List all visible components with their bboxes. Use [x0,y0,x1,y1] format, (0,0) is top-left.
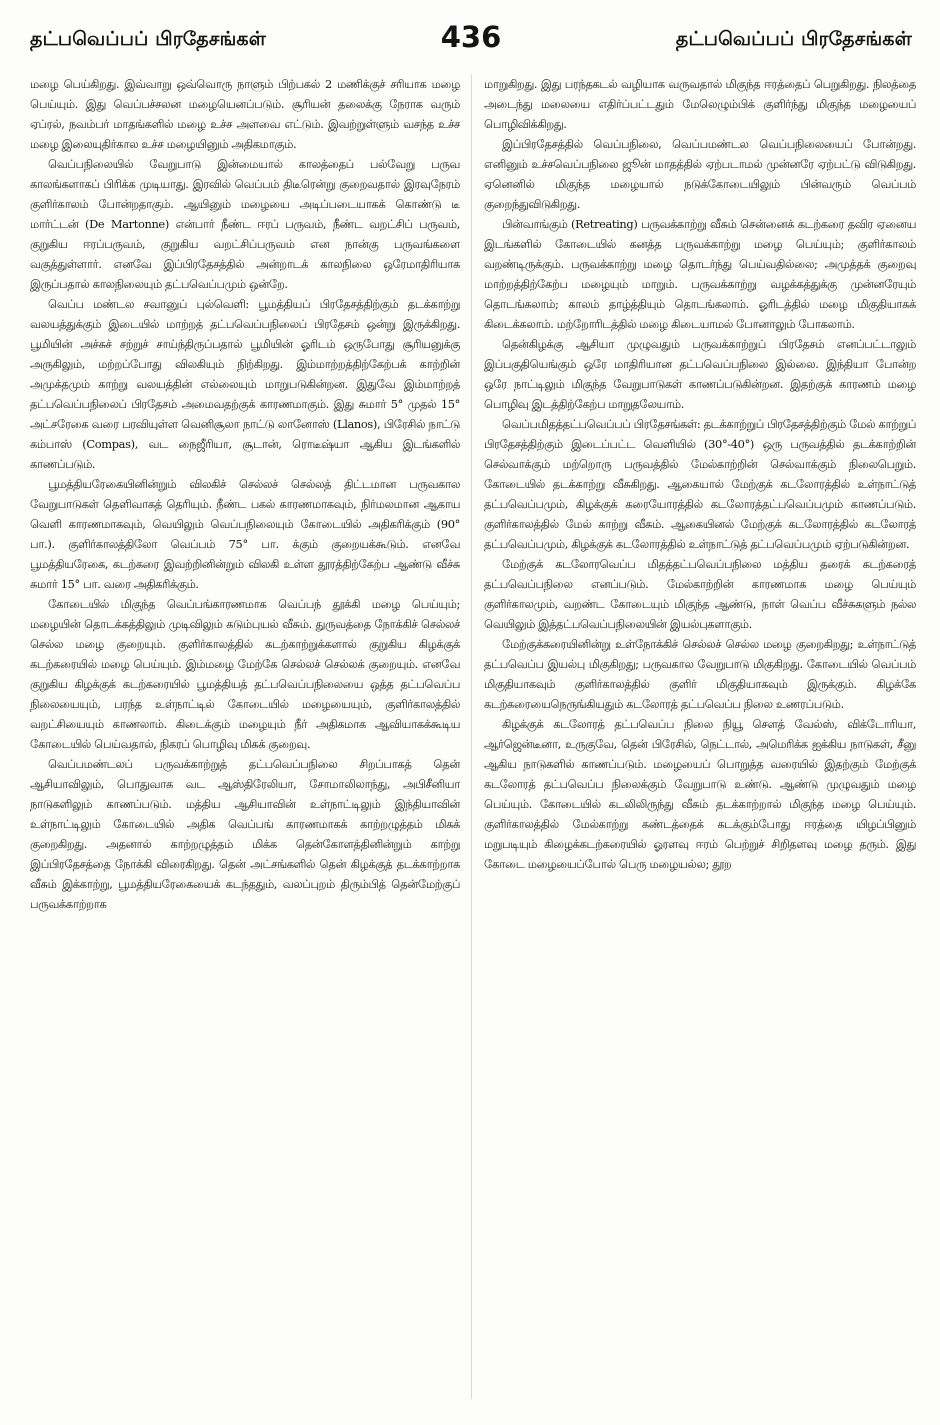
paragraph: பின்வாங்கும் (Retreating) பருவக்காற்று வீசும் சென்னைக் கடற்கரை தவிர ஏனைய இடங்களில் கோடையில் கனத்த பருவக்காற்று மழை பெய்யும்; குளிர்காலம் வறண்டிருக்கும். பருவக்காற்று மழை தொடர்ந்து பெய்வதில்லை; அமுத்தக் குறைவு மாற்றத்திற்கேற்ப மழையும் மாறும். பருவக்காற்று வழக்கத்துக்கு முன்னரேயும் தொடங்கலாம்; காலம் தாழ்த்தியும் தொடங்கலாம். ஓரிடத்தில் மழை மிகுதியாகக் கிடைக்கலாம். மற்றோரிடத்தில் மழை கிடையாமல் போனாலும் போகலாம். [484,217,916,331]
paragraph: மாறுகிறது. இது பரந்தகடல் வழியாக வருவதால் மிகுந்த ஈரத்தைப் பெறுகிறது. நிலத்தை அடைந்து மலையை எதிர்ப்பட்டதும் மேலெழும்பிக் குளிர்ந்து மிகுந்த மழையைப் பொழிவிக்கிறது. [484,77,916,131]
paragraph: இப்பிரதேசத்தில் வெப்பநிலை, வெப்பமண்டல வெப்பநிலையைப் போன்றது. எனினும் உச்சவெப்பநிலை ஜூன் மாதத்தில் ஏற்படாமல் முன்னரே ஏற்பட்டு விடுகிறது. ஏனெனில் மிகுந்த மழையால் நடுக்கோடையிலும் பின்வரும் வெப்பம் குறைந்துவிடுகிறது. [484,137,916,211]
paragraph: மேற்குக் கடலோரவெப்ப மிதத்தட்பவெப்பநிலை மத்திய தரைக் கடற்கரைத் தட்பவெப்பநிலை எனப்படும். மேல்காற்றின் காரணமாக மழை பெய்யும் குளிர்காலமும், வறண்ட கோடையும் மிகுந்த ஆண்டு, நாள் வெப்ப வீச்சுகளும் நல்ல வெயிலும் இத்தட்பவெப்பநிலையின் இயல்புகளாகும். [484,557,916,631]
running-head [30,20,912,60]
paragraph: வெப்பநிலையில் வேறுபாடு இன்மையால் காலத்தைப் பல்வேறு பருவ காலங்களாகப் பிரிக்க முடியாது. இரவில் வெப்பம் திடீரென்று குறைவதால் இரவுநேரம் குளிர்காலம் போன்றதாகும். ஆயினும் மழையை அடிப்படையாகக் கொண்டு டீ மார்ட்டன் (De Martonne) என்பார் நீண்ட ஈரப் பருவம், நீண்ட வறட்சிப் பருவம், குறுகிய ஈரப்பருவம், குறுகிய வறட்சிப்பருவம் என நான்கு பருவங்களை வகுத்துள்ளார். எனவே இப்பிரதேசத்தில் அன்றாடக் காலநிலை ஒரேமாதிரியாக இருப்பதால் காலநிலையும் தட்பவெப்பமும் ஒன்றே. [30,157,460,291]
paragraph: பூமத்தியரேகையினின்றும் விலகிச் செல்லச் செல்லத் திட்டமான பருவகால வேறுபாடுகள் தெளிவாகத் தெரியும். நீண்ட பகல் காரணமாகவும், நிர்மலமான ஆகாய வெளி காரணமாகவும், வெயிலும் வெப்பநிலையும் கோடையில் அதிகரிக்கும் (90° பா.). குளிர்காலத்திலோ வெப்பம் 75° பா. க்கும் குறையக்கூடும். எனவே பூமத்தியரேகை, கடற்கரை இவற்றினின்றும் விலகி உள்ள தூரத்திற்கேற்ப ஆண்டு வீச்சு சுமார் 15° பா. வரை அதிகரிக்கும். [30,477,460,591]
header-title-left: தட்பவெப்பப் பிரதேசங்கள் [30,28,267,50]
right-column [484,74,916,1399]
left-column [30,74,460,1399]
paragraph: கோடையில் மிகுந்த வெப்பங்காரணமாக வெப்பந் தூக்கி மழை பெய்யும்; மழையின் தொடக்கத்திலும் முடிவிலும் கடும்புயல் வீசும். துருவத்தை நோக்கிச் செல்லச் செல்ல மழை குறையும். குளிர்காலத்தில் கடற்காற்றுக்களால் குறுகிய கிழக்குக் கடற்கரையில் மழை பெய்யும். இம்மழை மேற்கே செல்லச் செல்லக் குறையும். எனவே குறுகிய கிழக்குக் கடற்கரையில் பூமத்தியத் தட்பவெப்பநிலையை ஒத்த தட்பவெப்ப நிலையையும், பரந்த உள்நாட்டில் கோடையில் மழையையும், குளிர்காலத்தில் வறட்சியையும் காணலாம். கிடைக்கும் மழையும் நீர் அதிகமாக ஆவியாகக்கூடிய கோடையில் பெய்வதால், நிகரப் பொழிவு மிகக் குறைவு. [30,597,460,751]
paragraph: கிழக்குக் கடலோரத் தட்பவெப்ப நிலை நியூ சௌத் வேல்ஸ், விக்டோரியா, ஆர்ஜென்டீனா, உருகுவே, தென் பிரேசில், நெட்டால், அமெரிக்க ஐக்கிய நாடுகள், சீனு ஆகிய நாடுகளில் காணப்படும். மழையைப் பொறுத்த வரையில் இதற்கும் மேற்குக் கடலோரத் தட்பவெப்ப நிலைக்கும் வேறுபாடு உண்டு. ஆண்டு முழுவதும் மழை பெய்யும். கோடையில் கடலிலிருந்து வீசும் தடக்காற்றால் மிகுந்த மழை பெய்யும். குளிர்காலத்தில் மேல்காற்று கண்டத்தைக் கடக்கும்போது ஈரத்தை யிழப்பினும் மறுபடியும் கிழைக்கடற்கரையில் ஓரளவு ஈரம் பெற்றுச் சிறிதளவு மழை தரும். இது கோடை மழையைப்போல் பெரு மழையல்ல; தூற [484,717,916,871]
paragraph: தென்கிழக்கு ஆசியா முழுவதும் பருவக்காற்றுப் பிரதேசம் எனப்பட்டாலும் இப்பகுதியெங்கும் ஒரே மாதிரியான தட்பவெப்பநிலை இல்லை. இந்தியா போன்ற ஒரே நாட்டிலும் மிகுந்த வேறுபாடுகள் காணப்படுகின்றன. இதற்குக் காரணம் மழை பொழிவு இடத்திற்கேற்ப மாறுதலேயாம். [484,337,916,411]
page-number: 436 [440,20,502,54]
header-title-right: தட்பவெப்பப் பிரதேசங்கள் [675,28,912,50]
paragraph: வெப்பமிதத்தட்பவெப்பப் பிரதேசங்கள்: தடக்காற்றுப் பிரதேசத்திற்கும் மேல் காற்றுப் பிரதேசத்திற்கும் இடைப்பட்ட வெளியில் (30°-40°) ஒரு பருவத்தில் தடக்காற்றின் செல்வாக்கும் மற்றொரு பருவத்தில் மேல்காற்றின் செல்வாக்கும் நிலைபெறும். கோடையில் தடக்காற்று வீசுகிறது. ஆகையால் மேற்குக் கடலோரத்தில் உள்நாட்டுத் தட்பவெப்பமும், கிழக்குக் கரையோரத்தில் கடலோரத்தட்பவெப்பமும் காணப்படும். குளிர்காலத்தில் மேல் காற்று வீசும். ஆகையினல் மேற்குக் கடலோரத்தில் கடலோரத் தட்பவெப்பமும், கிழக்குக் கடலோரத்தில் உள்நாட்டுத் தட்பவெப்பமும் ஏற்படுகின்றன. [484,417,916,551]
paragraph: வெப்பமண்டலப் பருவக்காற்றுத் தட்பவெப்பநிலை சிறப்பாகத் தென் ஆசியாவிலும், பொதுவாக வட ஆஸ்திரேலியா, சோமாலிலாந்து, அபிசீனியா நாடுகளிலும் காணப்படும். மத்திய ஆசியாவின் உள்நாட்டிலும் இந்தியாவின் உள்நாட்டிலும் கோடையில் அதிக வெப்பங் காரணமாகக் காற்றழுத்தம் மிகக் குறைகிறது. அதனால் காற்றழுத்தம் மிக்க தென்கோளத்தினின்றும் காற்று இப்பிரதேசத்தை நோக்கி விரைகிறது. தென் அட்சங்களில் தென் கிழக்குத் தடக்காற்றாக வீசும் இக்காற்று, பூமத்தியரேகையைக் கடந்ததும், வலப்புறம் திரும்பித் தென்மேற்குப் பருவக்காற்றாக [30,757,460,911]
paragraph: மேற்குக்கரையினின்று உள்நோக்கிச் செல்லச் செல்ல மழை குறைகிறது; உள்நாட்டுத் தட்பவெப்ப இயல்பு மிகுகிறது; பருவகால வேறுபாடு மிகுகிறது. கோடையில் வெப்பம் மிகுதியாகவும் குளிர்காலத்தில் குளிர் மிகுதியாகவும் இருக்கும். கிழக்கே கடற்கரையைநெருங்கியதும் கடலோரத் தட்பவெப்ப நிலை உணரப்படும். [484,637,916,711]
column-divider [471,74,472,1399]
paragraph: மழை பெய்கிறது. இவ்வாறு ஒவ்வொரு நாளும் பிற்பகல் 2 மணிக்குச் சரியாக மழை பெய்யும். இது வெப்பச்சலன மழையெனப்படும். சூரியன் தலைக்கு நேராக வரும் ஏப்ரல், நவம்பர் மாதங்களில் மழை உச்ச அளவை எட்டும். இவற்றுள்ளும் வசந்த உச்ச மழை இலையுதிர்கால உச்ச மழையினும் அதிகமாகும். [30,77,460,151]
paragraph: வெப்ப மண்டல சவானுப் புல்வெளி: பூமத்தியப் பிரதேசத்திற்கும் தடக்காற்று வலயத்துக்கும் இடையில் மாற்றத் தட்பவெப்பநிலைப் பிரதேசம் ஒன்று இருக்கிறது. பூமியின் அச்சுச் சற்றுச் சாய்ந்திருப்பதால் பூமியின் ஓரிடம் ஒருபோது சூரியனுக்கு அருகிலும், மற்றப்போது விலகியும் நிற்கிறது. இம்மாற்றத்திற்கேற்பக் காற்றின் அமுக்தமும் காற்று வலயத்தின் எல்லையும் மாறுபடுகின்றன. இதுவே இம்மாற்றத் தட்பவெப்பநிலைப் பிரதேசம் அமைவதற்குக் காரணமாகும். இது சுமார் 5° முதல் 15° அட்சரேகை வரை பரவியுள்ள வெனிசூலா நாட்டு லானோஸ் (Llanos), பிரேசில் நாட்டு கம்பாஸ் (Compas), வட நைஜீரியா, சூடான், ரொடீஷ்யா ஆகிய இடங்களில் காணப்படும். [30,297,460,471]
